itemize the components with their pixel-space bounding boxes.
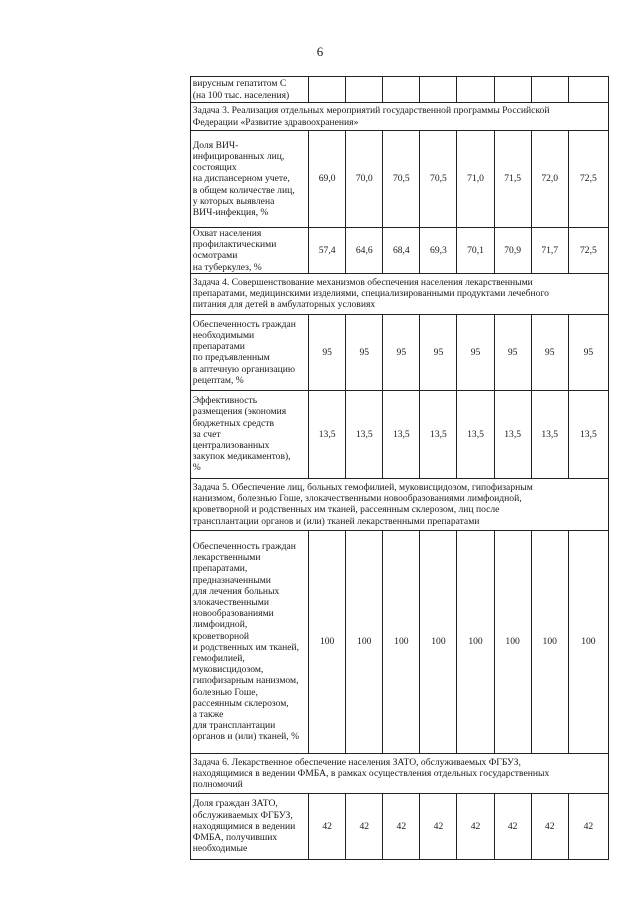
indicator-value: 70,5 [420, 131, 457, 228]
task-heading: Задача 4. Совершенствование механизмов обеспечения населения лекарственными препаратами, медицинскими изделиями, специализированными продуктами лечебного питания для детей в амбулаторных условиях [190, 273, 608, 314]
task-heading: Задача 6. Лекарственное обеспечение населения ЗАТО, обслуживаемых ФГБУЗ, находящимися в ведении ФМБА, в рамках осуществления отдельных государственных полномочий [190, 753, 608, 793]
indicator-value: 70,5 [383, 131, 420, 228]
indicator-value: 68,4 [383, 228, 420, 274]
indicators-table [98, 76, 609, 860]
indicator-value: 57,4 [309, 228, 346, 274]
indicator-value: 70,9 [494, 228, 531, 274]
indicator-value: 13,5 [494, 390, 531, 478]
indicator-value: 13,5 [346, 390, 383, 478]
indicator-label: вирусным гепатитом С (на 100 тыс. населения) [190, 77, 308, 103]
indicator-value: 72,5 [568, 228, 608, 274]
indicator-label: Охват населения профилактическими осмотрами на туберкулез, % [190, 228, 308, 274]
indicator-value: 100 [568, 530, 608, 753]
indicator-value: 95 [531, 314, 568, 390]
indicator-value: 71,0 [457, 131, 494, 228]
indicator-value: 69,3 [420, 228, 457, 274]
indicator-label: Доля ВИЧ- инфицированных лиц, состоящих на диспансерном учете, в общем количестве лиц, у которых выявлена ВИЧ-инфекция, % [190, 131, 308, 228]
indicator-value: 64,6 [346, 228, 383, 274]
indicator-value [457, 77, 494, 103]
indicator-value: 13,5 [568, 390, 608, 478]
indicator-value: 42 [309, 793, 346, 859]
indicator-value: 95 [494, 314, 531, 390]
indicator-label: Обеспеченность граждан лекарственными препаратами, предназначенными для лечения больных злокачественными новообразованиями лимфоидной, кроветворной и родственных им тканей, гемофилией, муковисцидозом, гипофизарным нанизмом, болезнью Гоше, рассеянным склерозом, а также для трансплантации органов и (или) тканей, % [190, 530, 308, 753]
indicator-value: 95 [457, 314, 494, 390]
indicator-value [494, 77, 531, 103]
indicator-value: 70,0 [346, 131, 383, 228]
indicator-value: 13,5 [309, 390, 346, 478]
task-heading: Задача 3. Реализация отдельных мероприятий государственной программы Российской Федерации «Развитие здравоохранения» [190, 103, 608, 131]
indicator-label: Обеспеченность граждан необходимыми препаратами по предъявленным в аптечную организацию рецептам, % [190, 314, 308, 390]
indicator-value [531, 77, 568, 103]
indicator-value: 13,5 [457, 390, 494, 478]
indicator-value: 42 [568, 793, 608, 859]
indicator-value: 100 [531, 530, 568, 753]
task-heading: Задача 5. Обеспечение лиц, больных гемофилией, муковисцидозом, гипофизарным нанизмом, болезнью Гоше, злокачественными новообразованиями лимфоидной, кроветворной и родственных им тканей, рассеянным склерозом, лиц после трансплантации органов и (или) тканей лекарственными препаратами [190, 478, 608, 530]
indicator-value: 42 [531, 793, 568, 859]
indicator-label: Доля граждан ЗАТО, обслуживаемых ФГБУЗ, находящимися в ведении ФМБА, получивших необходимые [190, 793, 308, 859]
indicator-label: Эффективность размещения (экономия бюджетных средств за счет централизованных закупок медикаментов), % [190, 390, 308, 478]
indicator-value: 72,0 [531, 131, 568, 228]
left-column-blank [98, 77, 190, 860]
indicator-value: 100 [346, 530, 383, 753]
indicator-value: 42 [457, 793, 494, 859]
indicator-value: 69,0 [309, 131, 346, 228]
indicator-value: 100 [309, 530, 346, 753]
indicator-value: 71,7 [531, 228, 568, 274]
indicator-value: 42 [346, 793, 383, 859]
indicator-value: 13,5 [383, 390, 420, 478]
indicator-value [383, 77, 420, 103]
indicator-value: 13,5 [420, 390, 457, 478]
indicator-value [420, 77, 457, 103]
indicator-value: 13,5 [531, 390, 568, 478]
indicator-value: 100 [383, 530, 420, 753]
indicator-value: 42 [494, 793, 531, 859]
indicator-value: 100 [494, 530, 531, 753]
indicator-value: 100 [420, 530, 457, 753]
indicator-value: 70,1 [457, 228, 494, 274]
indicator-value [346, 77, 383, 103]
table-row [98, 77, 609, 103]
indicator-value [568, 77, 608, 103]
indicator-value: 42 [420, 793, 457, 859]
indicator-value: 95 [346, 314, 383, 390]
indicator-value: 95 [568, 314, 608, 390]
table-body [98, 77, 609, 860]
indicator-value: 95 [420, 314, 457, 390]
indicator-value: 95 [309, 314, 346, 390]
indicator-value: 72,5 [568, 131, 608, 228]
indicator-value: 71,5 [494, 131, 531, 228]
indicator-value [309, 77, 346, 103]
indicator-value: 100 [457, 530, 494, 753]
indicator-value: 42 [383, 793, 420, 859]
indicator-value: 95 [383, 314, 420, 390]
page-number: 6 [316, 44, 324, 59]
